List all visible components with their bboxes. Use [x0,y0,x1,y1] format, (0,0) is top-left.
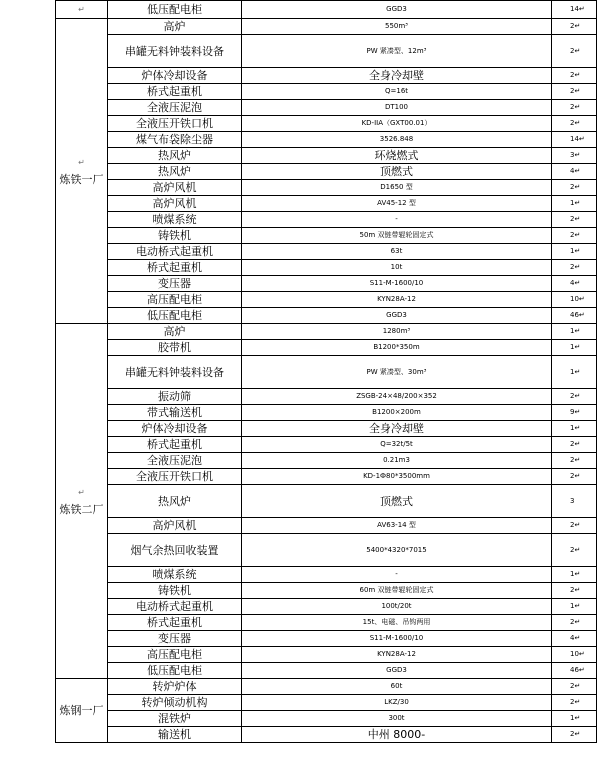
table-row [56,180,597,196]
table-row [56,356,597,389]
equipment-spec: AV63-14 型 [242,518,552,534]
table-row [56,534,597,567]
equipment-name: 电动桥式起重机 [108,599,242,615]
equipment-name: 铸铁机 [108,583,242,599]
equipment-name: 喷煤系统 [108,567,242,583]
table-row [56,615,597,631]
equipment-spec: - [242,212,552,228]
equipment-qty: 2↵ [552,35,597,68]
section-label: 炼铁二厂 [59,503,104,516]
equipment-qty: 1↵ [552,599,597,615]
equipment-qty: 2↵ [552,615,597,631]
equipment-spec: 全身冷却壁 [242,421,552,437]
table-row [56,212,597,228]
table-row [56,260,597,276]
equipment-name: 铸铁机 [108,228,242,244]
equipment-spec: LKZ/30 [242,695,552,711]
equipment-qty: 1↵ [552,421,597,437]
equipment-qty: 2↵ [552,100,597,116]
table-row [56,453,597,469]
paragraph-mark: ↵ [78,488,85,497]
table-row [56,132,597,148]
table-row [56,727,597,743]
equipment-spec: 10t [242,260,552,276]
table-row [56,389,597,405]
equipment-qty: 1↵ [552,711,597,727]
equipment-spec: DT100 [242,100,552,116]
equipment-qty: 2↵ [552,68,597,84]
equipment-name: 喷煤系统 [108,212,242,228]
equipment-name: 桥式起重机 [108,260,242,276]
equipment-name: 高炉风机 [108,180,242,196]
equipment-qty: 9↵ [552,405,597,421]
equipment-name: 混铁炉 [108,711,242,727]
table-row [56,228,597,244]
equipment-spec: - [242,567,552,583]
equipment-spec: S11-M-1600/10 [242,276,552,292]
equipment-spec: B1200*350m [242,340,552,356]
equipment-name: 全液压开铁口机 [108,469,242,485]
table-row [56,631,597,647]
equipment-name: 高压配电柜 [108,647,242,663]
equipment-name: 高压配电柜 [108,292,242,308]
equipment-spec: 60m 双链带辊轮固定式 [242,583,552,599]
equipment-name: 低压配电柜 [108,308,242,324]
equipment-spec: 1280m³ [242,324,552,340]
equipment-name: 烟气余热回收装置 [108,534,242,567]
section-label-cell [56,19,108,324]
equipment-qty: 3 [552,485,597,518]
equipment-name: 低压配电柜 [108,663,242,679]
table-row [56,276,597,292]
equipment-spec: 300t [242,711,552,727]
equipment-qty: 2↵ [552,727,597,743]
section-label-cell [56,324,108,679]
equipment-name: 串罐无料钟装料设备 [108,356,242,389]
equipment-spec: 3526.848 [242,132,552,148]
equipment-spec: 中州 8000- [242,727,552,743]
equipment-name: 高炉风机 [108,518,242,534]
equipment-name: 高炉 [108,19,242,35]
equipment-spec: 全身冷却壁 [242,68,552,84]
equipment-spec: 50m 双链带辊轮固定式 [242,228,552,244]
equipment-table [55,0,597,743]
equipment-name: 桥式起重机 [108,615,242,631]
table-row [56,84,597,100]
equipment-spec: 环烧燃式 [242,148,552,164]
equipment-qty: 1↵ [552,244,597,260]
equipment-spec: GGD3 [242,663,552,679]
equipment-qty: 46↵ [552,663,597,679]
equipment-name: 串罐无料钟装料设备 [108,35,242,68]
table-row [56,19,597,35]
equipment-spec: KYN28A-12 [242,647,552,663]
equipment-name: 带式输送机 [108,405,242,421]
equipment-qty: 1↵ [552,196,597,212]
equipment-qty: 14↵ [552,1,597,19]
equipment-spec: S11-M-1600/10 [242,631,552,647]
table-row [56,196,597,212]
table-row [56,421,597,437]
equipment-spec: ZSGB-24×48/200×352 [242,389,552,405]
equipment-name: 输送机 [108,727,242,743]
equipment-qty: 4↵ [552,164,597,180]
equipment-qty: 2↵ [552,180,597,196]
table-row [56,68,597,84]
equipment-qty: 1↵ [552,356,597,389]
equipment-qty: 4↵ [552,276,597,292]
equipment-name: 电动桥式起重机 [108,244,242,260]
equipment-qty: 2↵ [552,518,597,534]
table-row [56,567,597,583]
equipment-spec: 顶燃式 [242,164,552,180]
table-row [56,148,597,164]
section-label-cell [56,679,108,743]
table-row [56,679,597,695]
table-row [56,324,597,340]
equipment-spec: KD-IIA（GXT00.01） [242,116,552,132]
table-row [56,164,597,180]
equipment-qty: 2↵ [552,679,597,695]
table-row [56,711,597,727]
equipment-qty: 2↵ [552,212,597,228]
table-row [56,35,597,68]
equipment-spec: 0.21m3 [242,453,552,469]
table-row [56,1,597,19]
table-row [56,116,597,132]
paragraph-mark: ↵ [78,158,85,167]
equipment-qty: 10↵ [552,292,597,308]
equipment-qty: 1↵ [552,324,597,340]
equipment-name: 热风炉 [108,485,242,518]
table-row [56,244,597,260]
equipment-spec: 100t/20t [242,599,552,615]
equipment-name: 变压器 [108,276,242,292]
equipment-name: 全液压开铁口机 [108,116,242,132]
equipment-name: 全液压泥泡 [108,100,242,116]
table-row [56,485,597,518]
equipment-qty: 2↵ [552,695,597,711]
equipment-qty: 2↵ [552,228,597,244]
table-row [56,469,597,485]
equipment-name: 转炉炉体 [108,679,242,695]
table-row [56,340,597,356]
equipment-name: 桥式起重机 [108,437,242,453]
equipment-name: 振动筛 [108,389,242,405]
equipment-spec: 5400*4320*7015 [242,534,552,567]
equipment-spec: GGD3 [242,308,552,324]
table-row [56,695,597,711]
equipment-name: 热风炉 [108,164,242,180]
equipment-qty: 2↵ [552,19,597,35]
equipment-name: 桥式起重机 [108,84,242,100]
equipment-spec: 顶燃式 [242,485,552,518]
equipment-qty: 2↵ [552,453,597,469]
equipment-qty: 2↵ [552,469,597,485]
equipment-name: 高炉 [108,324,242,340]
section-label: 炼钢一厂 [59,704,104,717]
equipment-qty: 2↵ [552,437,597,453]
equipment-qty: 2↵ [552,84,597,100]
equipment-name: 胶带机 [108,340,242,356]
equipment-spec: D1650 型 [242,180,552,196]
section-label: 炼铁一厂 [59,173,104,186]
equipment-table-body [56,1,597,743]
equipment-qty: 4↵ [552,631,597,647]
equipment-spec: GGD3 [242,1,552,19]
table-row [56,599,597,615]
table-row [56,308,597,324]
equipment-qty: 2↵ [552,260,597,276]
equipment-spec: AV45-12 型 [242,196,552,212]
equipment-qty: 2↵ [552,116,597,132]
equipment-spec: 15t、电磁、吊钩两用 [242,615,552,631]
equipment-qty: 3↵ [552,148,597,164]
equipment-qty: 1↵ [552,340,597,356]
table-row [56,405,597,421]
equipment-qty: 2↵ [552,389,597,405]
equipment-spec: 60t [242,679,552,695]
table-row [56,583,597,599]
equipment-qty: 1↵ [552,567,597,583]
equipment-qty: 46↵ [552,308,597,324]
equipment-qty: 14↵ [552,132,597,148]
equipment-qty: 2↵ [552,534,597,567]
table-row [56,292,597,308]
equipment-name: 高炉风机 [108,196,242,212]
equipment-spec: 63t [242,244,552,260]
equipment-name: 炉体冷却设备 [108,68,242,84]
table-row [56,518,597,534]
equipment-spec: Q=32t/5t [242,437,552,453]
equipment-spec: PW 紧凑型、30m³ [242,356,552,389]
equipment-name: 全液压泥泡 [108,453,242,469]
equipment-name: 热风炉 [108,148,242,164]
equipment-spec: KD-1Ф80*3500mm [242,469,552,485]
equipment-name: 煤气布袋除尘器 [108,132,242,148]
equipment-spec: KYN28A-12 [242,292,552,308]
table-row [56,100,597,116]
table-row [56,437,597,453]
equipment-name: 变压器 [108,631,242,647]
section-label-cell [56,1,108,19]
equipment-spec: B1200×200m [242,405,552,421]
equipment-qty: 10↵ [552,647,597,663]
equipment-name: 低压配电柜 [108,1,242,19]
paragraph-mark: ↵ [78,5,85,14]
equipment-spec: 550m³ [242,19,552,35]
equipment-spec: PW 紧凑型、12m³ [242,35,552,68]
equipment-name: 转炉倾动机构 [108,695,242,711]
equipment-qty: 2↵ [552,583,597,599]
table-row [56,647,597,663]
equipment-spec: Q=16t [242,84,552,100]
equipment-name: 炉体冷却设备 [108,421,242,437]
table-row [56,663,597,679]
